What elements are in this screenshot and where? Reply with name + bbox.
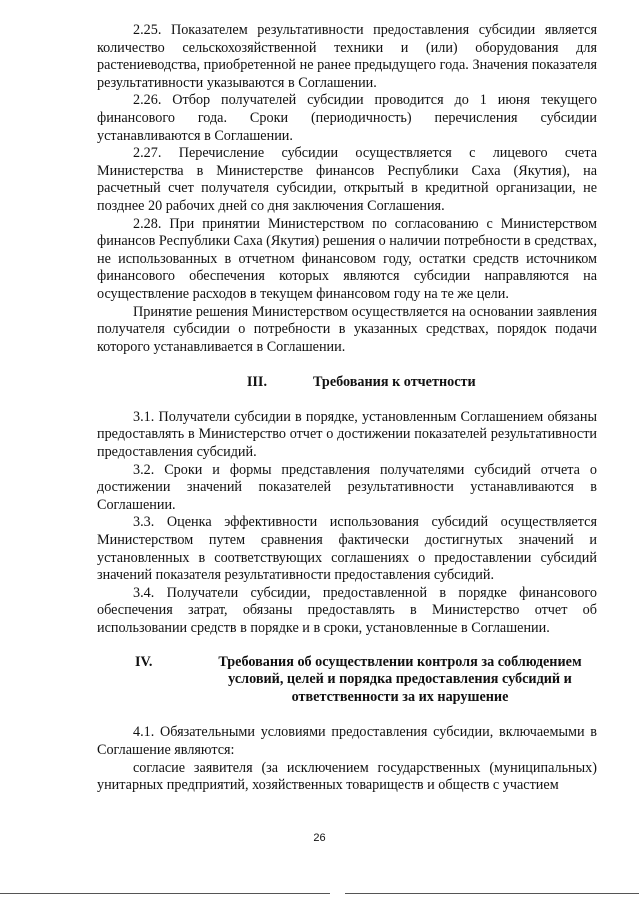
paragraph-consent: согласие заявителя (за исключением государственных (муниципальных) унитарных предприятий, хозяйственных товариществ и обществ с участием — [97, 759, 597, 794]
section-4-number: IV. — [135, 653, 153, 670]
paragraph-3-2: 3.2. Сроки и формы представления получателями субсидий отчета о достижении значений показателей результативности устанавливаются в Соглашении. — [97, 461, 597, 513]
paragraph-3-3: 3.3. Оценка эффективности использования субсидий осуществляется Министерством путем сравнения фактически достигнутых значений и установленных в соответствующих соглашениях о предоставлении субсидий значений показателя результативности предоставления субсидий. — [97, 514, 597, 584]
paragraph-2-26: 2.26. Отбор получателей субсидии проводится до 1 июня текущего финансового года. Сроки (периодичность) перечисления субсидии устанавливаются в Соглашении. — [97, 92, 597, 144]
paragraph-2-27: 2.27. Перечисление субсидии осуществляется с лицевого счета Министерства в Министерстве финансов Республики Саха (Якутия), на расчетный счет получателя субсидии, открытый в кредитной организации, не позднее 20 рабочих дней со дня заключения Соглашения. — [97, 145, 597, 214]
footer-rule-right — [345, 893, 639, 894]
footer-rule-left — [0, 893, 330, 894]
section-3-heading — [97, 374, 597, 392]
document-body — [97, 22, 597, 795]
paragraph-4-1: 4.1. Обязательными условиями предоставления субсидии, включаемыми в Соглашение являются: — [97, 724, 597, 758]
paragraph-decision: Принятие решения Министерством осуществляется на основании заявления получателя субсидии о потребности в указанных средствах, порядок подачи которого устанавливается в Соглашении. — [97, 303, 597, 355]
section-3-title: Требования к отчетности — [313, 374, 476, 391]
paragraph-2-25: 2.25. Показателем результативности предоставления субсидии является количество сельскохозяйственной техники и (или) оборудования для растениеводства, приобретенной не ранее предыдущего года. Значения показателя результативности указываются в Соглашении. — [97, 22, 597, 91]
paragraph-3-1: 3.1. Получатели субсидии в порядке, установленным Соглашением обязаны предоставлять в Министерство отчет о достижении показателей результативности предоставления субсидий. — [97, 408, 597, 461]
paragraph-3-4: 3.4. Получатели субсидии, предоставленной в порядке финансового обеспечения затрат, обязаны предоставлять в Министерство отчет об использовании средств в порядке и в сроки, установленные в Соглашении. — [97, 584, 597, 636]
section-4-title: Требования об осуществлении контроля за соблюдением условий, целей и порядка предоставления субсидий и ответственности за их нарушение — [218, 653, 582, 705]
section-3-number: III. — [246, 374, 267, 391]
paragraph-2-28: 2.28. При принятии Министерством по согласованию с Министерством финансов Республики Саха (Якутия) решения о наличии потребности в средствах, не использованных в отчетном финансовом году, остатки средств источником финансового обеспечения которых являются субсидии направляются на осуществление расходов в текущем финансовом году на те же цели. — [97, 215, 597, 302]
page-number: 26 — [313, 832, 326, 844]
section-4-heading — [97, 654, 597, 707]
